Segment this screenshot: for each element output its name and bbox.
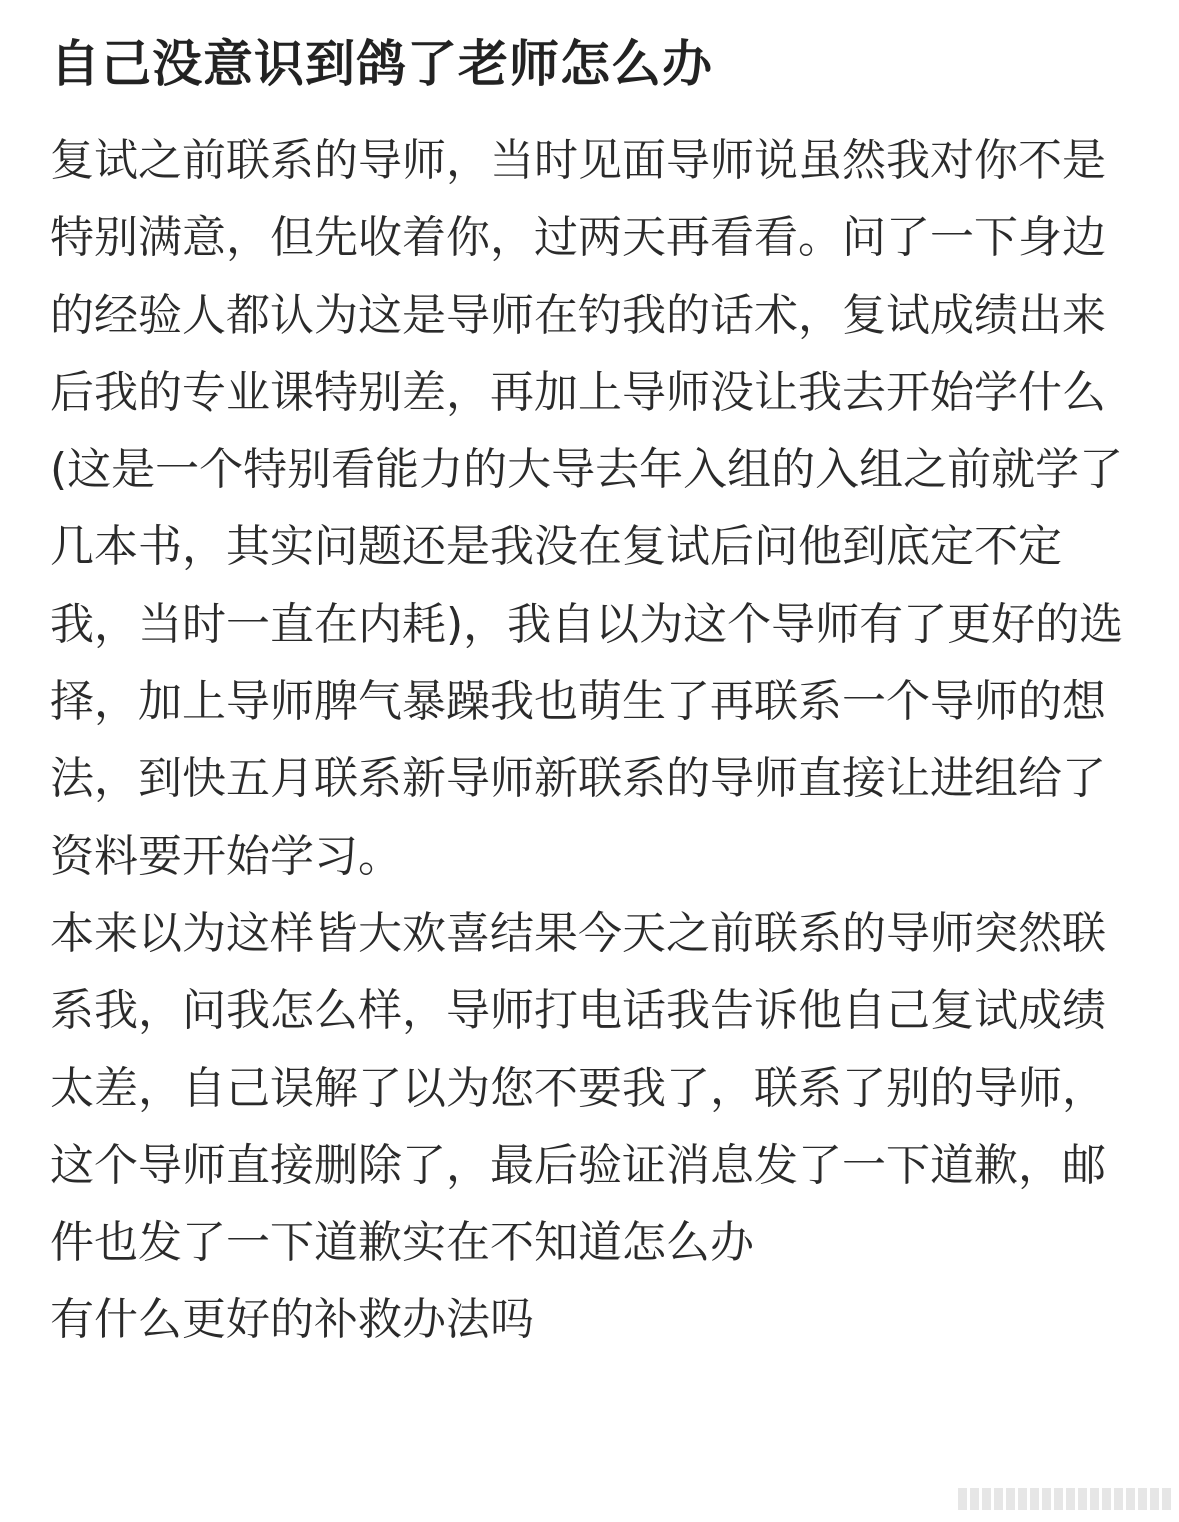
post-paragraph-2: 本来以为这样皆大欢喜结果今天之前联系的导师突然联系我，问我怎么样，导师打电话我告诉他自己复试成绩太差，自己误解了以为您不要我了，联系了别的导师，这个导师直接删除了，最后验证消息发了一下道歉，邮件也发了一下道歉实在不知道怎么办 [50, 907, 1106, 1269]
post-container [50, 28, 1130, 1359]
post-paragraph-1: 复试之前联系的导师，当时见面导师说虽然我对你不是特别满意，但先收着你，过两天再看看。问了一下身边的经验人都认为这是导师在钓我的话术，复试成绩出来后我的专业课特别差，再加上导师没让我去开始学什么 (这是一个特别看能力的大导去年入组的入组之前就学了几本书，其实问题还是我没在复试后问他到底定不定我，当时一直在内耗)，我自以为这个导师有了更好的选择，加上导师脾气暴躁我也萌生了再联系一个导师的想法，到快五月联系新导师新联系的导师直接让进组给了资料要开始学习。 [50, 135, 1124, 882]
post-title: 自己没意识到鸽了老师怎么办 [50, 35, 713, 93]
post-paragraph-3: 有什么更好的补救办法吗 [50, 1294, 534, 1346]
watermark-bars [958, 1488, 1171, 1510]
post-body [50, 122, 1130, 1359]
